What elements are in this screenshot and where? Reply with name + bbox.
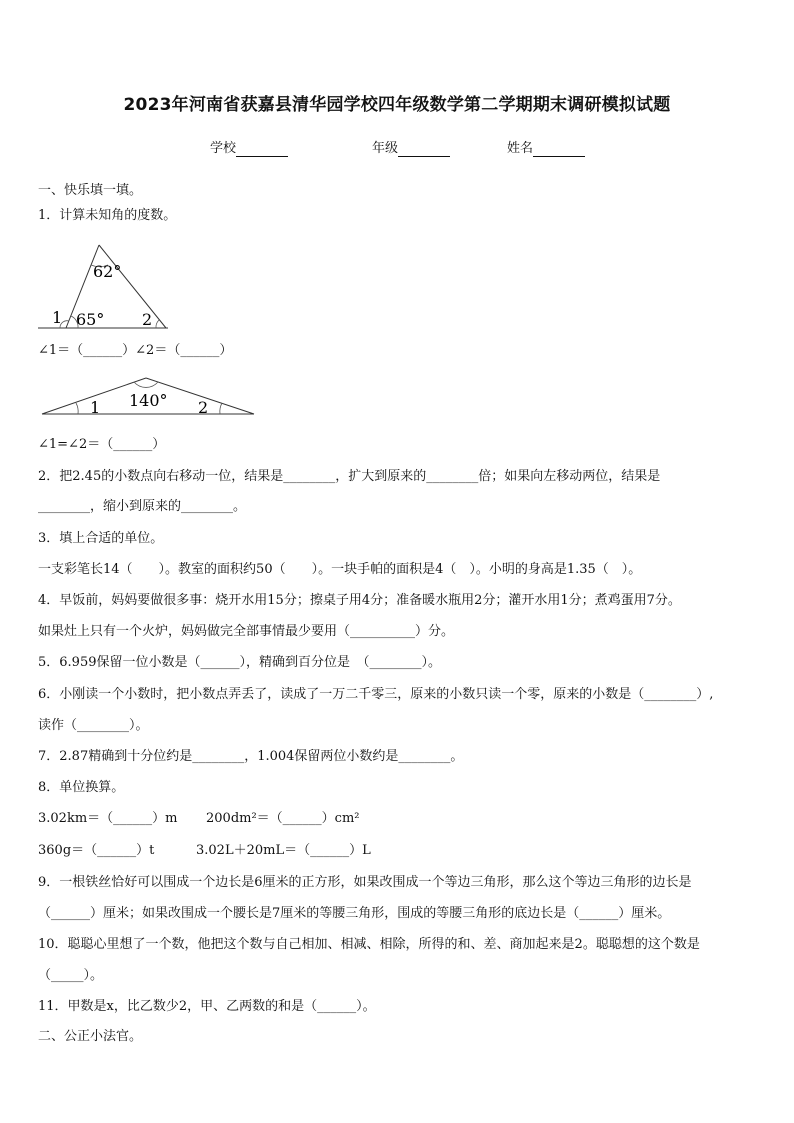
- fig1-left-angle: 65°: [76, 310, 105, 329]
- grade-field: [372, 141, 450, 157]
- name-field: [507, 141, 585, 157]
- q8-conversion-c[interactable]: 360g＝（______）t: [38, 843, 155, 858]
- name-label: 姓名: [507, 141, 534, 156]
- q6-line-1: 6．小刚读一个小数时，把小数点弄丢了，读成了一万二千零三，原来的小数只读一个零，原来的小数是（________）,: [38, 687, 714, 702]
- q10-line-2: （_____）。: [38, 968, 104, 983]
- q8-conversion-b[interactable]: 200dm²＝（______）cm²: [206, 811, 360, 826]
- fig1-right-arc: [156, 320, 159, 328]
- q7-text: 7．2.87精确到十分位约是________，1.004保留两位小数约是________。: [38, 749, 464, 764]
- q3-line-1: 3．填上合适的单位。: [38, 531, 164, 546]
- q8-conversion-a[interactable]: 3.02km＝（______）m: [38, 811, 178, 826]
- fig1-label-1: 1: [52, 308, 63, 327]
- fig2-left-arc: [76, 403, 78, 414]
- q11-text: 11．甲数是x，比乙数少2，甲、乙两数的和是（______）。: [38, 999, 376, 1014]
- triangle-figure-2: [38, 370, 260, 420]
- school-label: 学校: [210, 141, 237, 156]
- q9-line-1: 9．一根铁丝恰好可以围成一个边长是6厘米的正方形，如果改围成一个等边三角形，那么这个等边三角形的边长是: [38, 875, 692, 890]
- q9-line-2: （______）厘米；如果改围成一个腰长是7厘米的等腰三角形，围成的等腰三角形的底边长是（______）厘米。: [38, 906, 671, 921]
- fig1-top-angle: 62°: [93, 262, 122, 281]
- q2-line-2: ________，缩小到原来的________。: [38, 499, 247, 514]
- section2-heading: 二、公正小法官。: [38, 1029, 143, 1044]
- page-title: 2023年河南省获嘉县清华园学校四年级数学第二学期期末调研模拟试题: [123, 95, 671, 115]
- q10-line-1: 10．聪聪心里想了一个数，他把这个数与自己相加、相减、相除，所得的和、差、商加起来是2。聪聪想的这个数是: [38, 937, 700, 952]
- q8-line-1: 8．单位换算。: [38, 780, 125, 795]
- fig2-top-angle: 140°: [129, 391, 168, 410]
- q6-line-2: 读作（________）。: [38, 718, 149, 733]
- section1-heading: 一、快乐填一填。: [38, 183, 143, 198]
- fig2-label-1: 1: [90, 398, 101, 417]
- q8-conversion-d[interactable]: 3.02L＋20mL＝（______）L: [196, 843, 371, 858]
- fig2-right-arc: [220, 403, 222, 414]
- grade-blank[interactable]: [398, 142, 450, 157]
- fig1-right-side: [99, 245, 166, 328]
- school-field: [210, 141, 288, 157]
- q4-line-1: 4．早饭前，妈妈要做很多事：烧开水用15分；擦桌子用4分；准备暖水瓶用2分；灌开水用1分；煮鸡蛋用7分。: [38, 593, 681, 608]
- school-blank[interactable]: [236, 142, 288, 157]
- q1-text: 1．计算未知角的度数。: [38, 208, 177, 223]
- q3-line-2: 一支彩笔长14（ ）。教室的面积约50（ ）。一块手帕的面积是4（ ）。小明的身高是1.35（ ）。: [38, 562, 642, 577]
- fig2-label-2: 2: [198, 398, 209, 417]
- grade-label: 年级: [372, 141, 399, 156]
- q1-answer-1[interactable]: ∠1＝（______）∠2＝（______）: [38, 343, 233, 358]
- fig1-label-2: 2: [142, 310, 153, 329]
- q4-line-2: 如果灶上只有一个火炉，妈妈做完全部事情最少要用（__________）分。: [38, 624, 455, 639]
- q5-text: 5．6.959保留一位小数是（______），精确到百分位是 （________）。: [38, 655, 441, 670]
- fig2-top-arc: [134, 382, 158, 387]
- q1-answer-2[interactable]: ∠1=∠2＝（______）: [38, 437, 166, 452]
- triangle-figure-1: [36, 238, 176, 334]
- q2-line-1: 2．把2.45的小数点向右移动一位，结果是________，扩大到原来的________倍；如果向左移动两位，结果是: [38, 469, 661, 484]
- name-blank[interactable]: [533, 142, 585, 157]
